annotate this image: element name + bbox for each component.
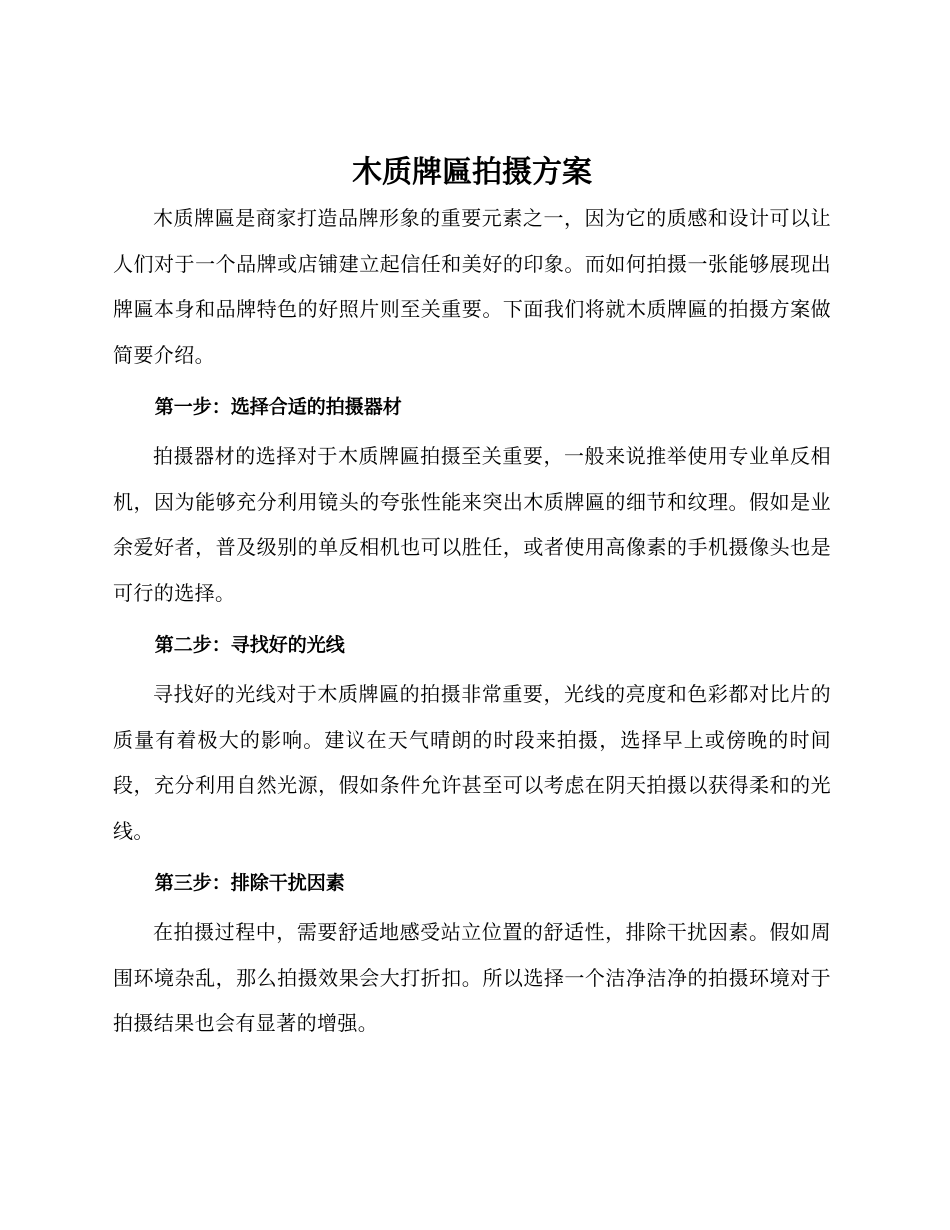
- section-body: 拍摄器材的选择对于木质牌匾拍摄至关重要，一般来说推举使用专业单反相机，因为能够充分利用镜头的夸张性能来突出木质牌匾的细节和纹理。假如是业余爱好者，普及级别的单反相机也可以胜任，或者使用高像素的手机摄像头也是可行的选择。: [113, 444, 831, 605]
- section-body: 寻找好的光线对于木质牌匾的拍摄非常重要，光线的亮度和色彩都对比片的质量有着极大的影响。建议在天气晴朗的时段来拍摄，选择早上或傍晚的时间段，充分利用自然光源，假如条件允许甚至可以考虑在阴天拍摄以获得柔和的光线。: [113, 682, 831, 843]
- section-heading: 第三步：排除干扰因素: [154, 872, 345, 894]
- section-heading: 第二步：寻找好的光线: [154, 634, 345, 656]
- document-page: [113, 150, 831, 1047]
- section-step-1: [113, 384, 831, 616]
- section-step-3: [113, 860, 831, 1047]
- section-heading: 第一步：选择合适的拍摄器材: [154, 396, 402, 418]
- section-body: 在拍摄过程中，需要舒适地感受站立位置的舒适性，排除干扰因素。假如周围环境杂乱，那么拍摄效果会大打折扣。所以选择一个洁净洁净的拍摄环境对于拍摄结果也会有显著的增强。: [113, 920, 831, 1035]
- intro-paragraph: 木质牌匾是商家打造品牌形象的重要元素之一，因为它的质感和设计可以让人们对于一个品牌或店铺建立起信任和美好的印象。而如何拍摄一张能够展现出牌匾本身和品牌特色的好照片则至关重要。下面我们将就木质牌匾的拍摄方案做简要介绍。: [113, 206, 831, 367]
- section-step-2: [113, 622, 831, 854]
- document-title: 木质牌匾拍摄方案: [352, 155, 592, 190]
